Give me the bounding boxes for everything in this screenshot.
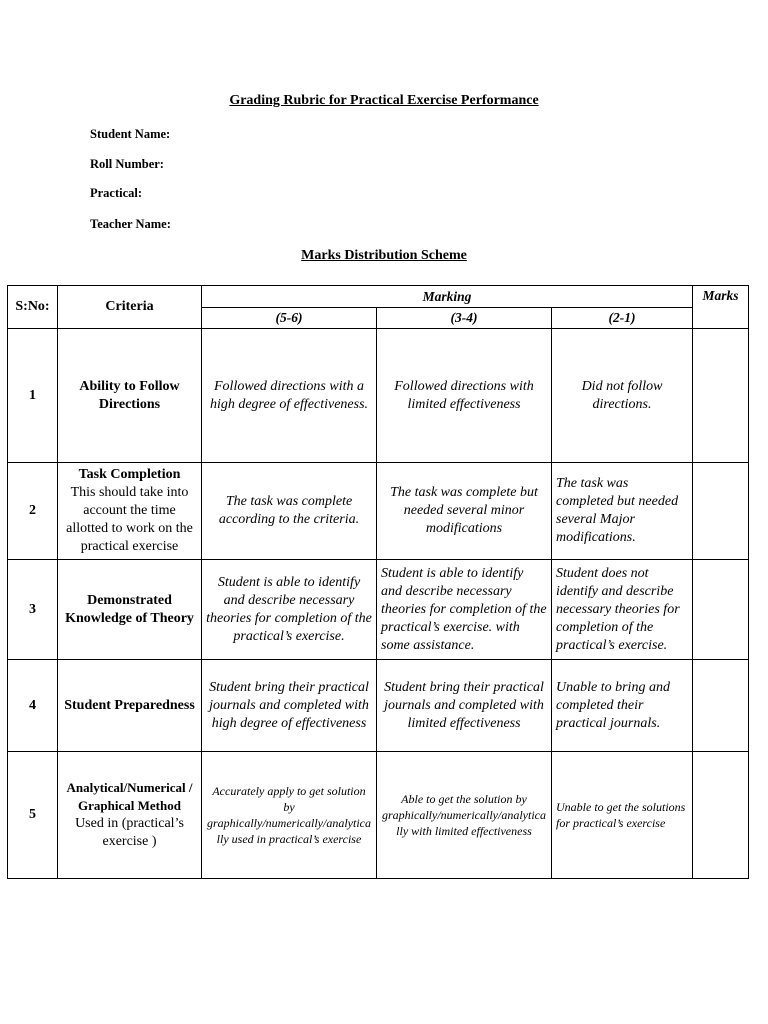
marking-low: The task was completed but needed several Major modifications. bbox=[552, 463, 693, 560]
header-marking: Marking bbox=[202, 286, 693, 308]
header-criteria: Criteria bbox=[58, 286, 202, 329]
row-number: 4 bbox=[8, 660, 58, 752]
criteria-cell bbox=[58, 329, 202, 463]
header-sno: S:No: bbox=[8, 286, 58, 329]
row-number: 2 bbox=[8, 463, 58, 560]
practical-label: Practical: bbox=[90, 186, 143, 200]
row-number: 5 bbox=[8, 752, 58, 879]
teacher-name-label: Teacher Name: bbox=[90, 217, 171, 231]
header-marks: Marks bbox=[693, 286, 749, 329]
student-name-label: Student Name: bbox=[90, 127, 171, 141]
document-title: Grading Rubric for Practical Exercise Performance bbox=[229, 93, 539, 108]
criteria-cell bbox=[58, 463, 202, 560]
marking-high: Accurately apply to get solution by graphically/numerically/analytically used in practical’s exercise bbox=[202, 752, 377, 879]
criteria-title: Student Preparedness bbox=[64, 697, 195, 713]
marking-mid: Student bring their practical journals and completed with limited effectiveness bbox=[377, 660, 552, 752]
marking-mid: Able to get the solution by graphically/numerically/analytically with limited effectiveness bbox=[377, 752, 552, 879]
marks-cell bbox=[693, 329, 749, 463]
criteria-note: Used in (practical’s exercise ) bbox=[75, 816, 184, 849]
table-row bbox=[8, 560, 749, 660]
marking-high: The task was complete according to the criteria. bbox=[202, 463, 377, 560]
table-row bbox=[8, 329, 749, 463]
criteria-cell bbox=[58, 660, 202, 752]
roll-number-label: Roll Number: bbox=[90, 157, 164, 171]
rubric-table bbox=[7, 285, 749, 879]
marks-cell bbox=[693, 660, 749, 752]
criteria-note: This should take into account the time allotted to work on the practical exercise bbox=[66, 485, 193, 554]
header-range-low: (2-1) bbox=[552, 308, 693, 329]
marking-high: Followed directions with a high degree of effectiveness. bbox=[202, 329, 377, 463]
marking-high: Student is able to identify and describe necessary theories for completion of the practical’s exercise. bbox=[202, 560, 377, 660]
criteria-cell bbox=[58, 752, 202, 879]
marking-mid: Student is able to identify and describe necessary theories for completion of the practical’s exercise. with some assistance. bbox=[377, 560, 552, 660]
table-row bbox=[8, 463, 749, 560]
criteria-cell bbox=[58, 560, 202, 660]
header-row bbox=[8, 286, 749, 308]
criteria-title: Task Completion bbox=[78, 467, 181, 482]
header-range-high: (5-6) bbox=[202, 308, 377, 329]
criteria-title: Analytical/Numerical / Graphical Method bbox=[66, 780, 193, 813]
criteria-title: Ability to Follow Directions bbox=[79, 378, 180, 412]
criteria-title: Demonstrated Knowledge of Theory bbox=[65, 592, 194, 626]
row-number: 1 bbox=[8, 329, 58, 463]
marks-cell bbox=[693, 463, 749, 560]
marking-mid: The task was complete but needed several minor modifications bbox=[377, 463, 552, 560]
header-range-mid: (3-4) bbox=[377, 308, 552, 329]
row-number: 3 bbox=[8, 560, 58, 660]
document-subtitle: Marks Distribution Scheme bbox=[301, 248, 467, 263]
marking-low: Student does not identify and describe necessary theories for completion of the practical’s exercise. bbox=[552, 560, 693, 660]
marking-low: Unable to get the solutions for practical’s exercise bbox=[552, 752, 693, 879]
marks-cell bbox=[693, 560, 749, 660]
marking-mid: Followed directions with limited effectiveness bbox=[377, 329, 552, 463]
marking-low: Did not follow directions. bbox=[552, 329, 693, 463]
table-row bbox=[8, 752, 749, 879]
marking-low: Unable to bring and completed their practical journals. bbox=[552, 660, 693, 752]
marking-high: Student bring their practical journals and completed with high degree of effectiveness bbox=[202, 660, 377, 752]
table-row bbox=[8, 660, 749, 752]
marks-cell bbox=[693, 752, 749, 879]
